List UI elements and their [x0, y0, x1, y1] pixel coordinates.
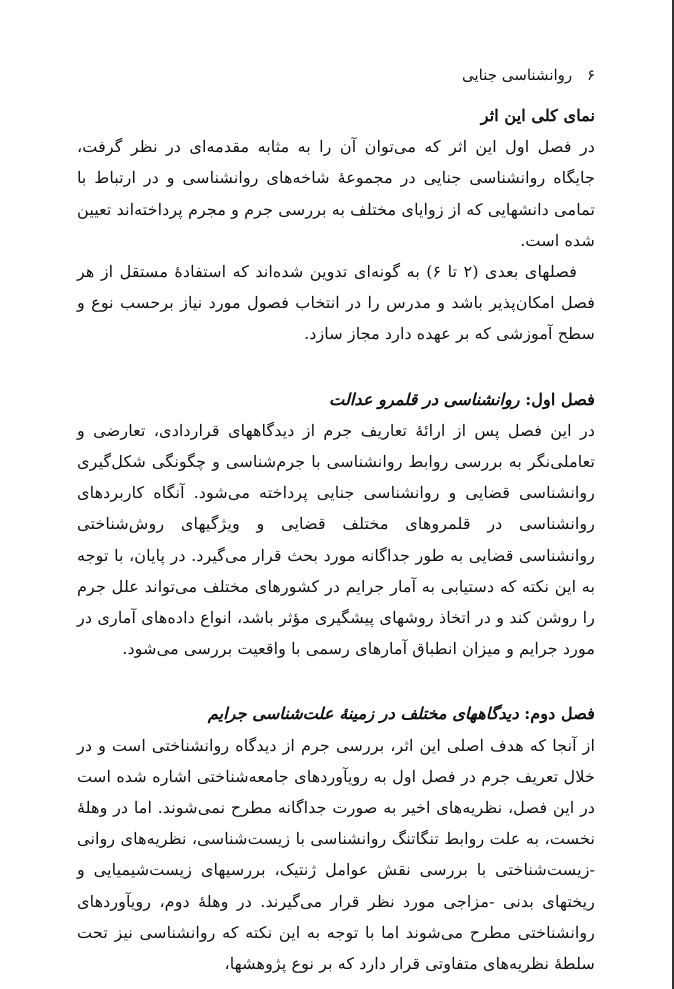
chapter-heading — [77, 698, 595, 729]
paragraph: فصلهای بعدی (۲ تا ۶) به گونه‌ای تدوین شده‌اند که استفادهٔ مستقل از هر فصل امکان‌پذیر باشد و مدرس را در انتخاب فصول مورد نیاز برحسب نوع و سطح آموزشی که بر عهده دارد مجاز سازد. — [77, 262, 595, 344]
paragraph: از آنجا که هدف اصلی این اثر، بررسی جرم از دیدگاه روانشناختی است و در خلال تعریف جرم در فصل اول به رویآوردهای جامعه‌شناختی اشاره شده است در این فصل، نظریه‌های اخیر به صورت جداگانه مطرح نمی‌شوند. اما در وهلهٔ نخست، به علت روابط تنگاتنگ روانشناسی با زیست‌شناسی، نظریه‌های روانی -زیست‌شناختی با بررسی نقش عوامل ژنتیک، بررسیهای زیست‌شیمیایی و ریختهای بدنی -مزاجی مورد نظر قرار می‌گیرند. در وهلهٔ دوم، رویآوردهای روانشناختی مطرح می‌شوند اما با توجه به این نکته که روانشناسی نیز تحت سلطهٔ نظریه‌های متفاوتی قرار دارد که بر نوع پژوهشها، — [77, 735, 595, 974]
page-content — [77, 100, 595, 979]
running-head — [75, 62, 595, 88]
section-overview — [77, 100, 595, 350]
chapter-title: دیدگاههای مختلف در زمینهٔ علت‌شناسی جرایم — [207, 704, 519, 724]
chapter-label: فصل اول: — [525, 389, 595, 409]
page-number: ۶ — [586, 66, 595, 84]
section-chapter-2 — [77, 698, 595, 979]
section-gap — [77, 350, 595, 384]
section-gap — [77, 664, 595, 698]
paragraph: در این فصل پس از ارائهٔ تعاریف جرم از دیدگاههای قراردادی، تعارضی و تعاملی‌نگر به بررسی روابط روانشناسی با جرم‌شناسی و چگونگی شکل‌گیری روانشناسی قضایی و روانشناسی جنایی پرداخته می‌شود. آنگاه کاربردهای روانشناسی در قلمروهای مختلف قضایی و ویژگیهای روش‌شناختی روانشناسی قضایی به طور جداگانه مورد بحث قرار می‌گیرد. در پایان، با توجه به این نکته که دستیابی به آمار جرایم در کشورهای مختلف می‌تواند علل جرم را روشن کند و در اتخاذ روشهای پیشگیری مؤثر باشد، انواع داده‌های آماری در مورد جرایم و میزان انطباق آمارهای رسمی با واقعیت بررسی می‌شود. — [77, 420, 595, 659]
book-title: روانشناسی جنایی — [461, 66, 573, 84]
chapter-heading — [77, 384, 595, 415]
section-chapter-1 — [77, 384, 595, 665]
chapter-label: فصل دوم: — [524, 704, 595, 724]
section-heading: نمای کلی این اثر — [480, 106, 595, 125]
chapter-title: روانشناسی در قلمرو عدالت — [329, 389, 520, 409]
paragraph: در فصل اول این اثر که می‌توان آن را به مثابه مقدمه‌ای در نظر گرفت، جایگاه روانشناسی جنایی در مجموعهٔ شاخه‌های روانشناسی و در ارتباط با تمامی دانشهایی که از زوایای مختلف به بررسی جرم و مجرم پرداخته‌اند تعیین شده است. — [77, 137, 595, 250]
